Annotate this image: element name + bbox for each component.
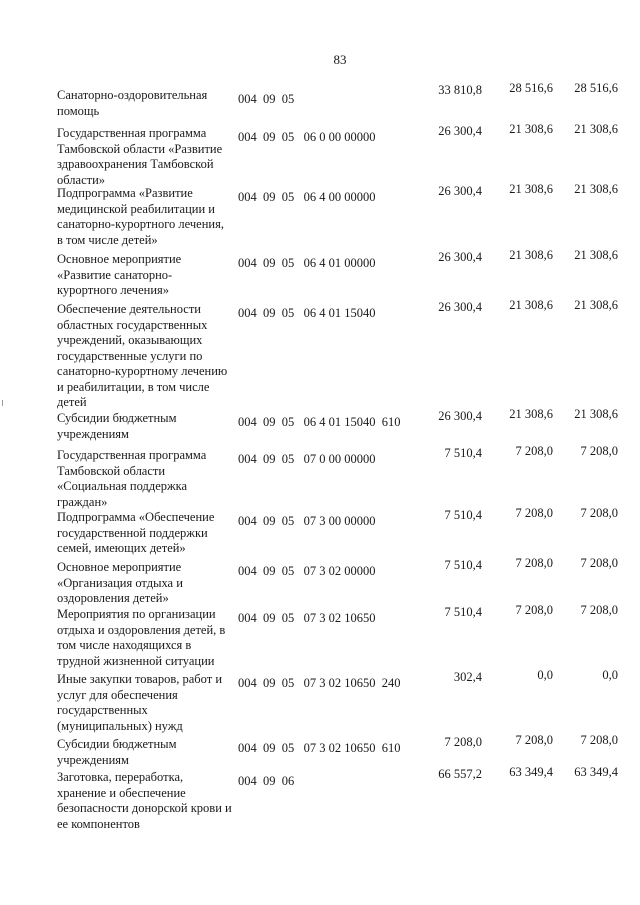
- row-value-2: 63 349,4: [509, 765, 553, 779]
- row-value-1: 7 510,4: [444, 605, 482, 619]
- row-value-2: 21 308,6: [509, 182, 553, 196]
- row-name: Государственная программа Тамбовской области «Социальная поддержка граждан»: [57, 448, 207, 509]
- row-value-1: 26 300,4: [438, 124, 482, 138]
- row-value-2: 7 208,0: [515, 733, 553, 747]
- row-code: 004 09 06: [238, 774, 295, 788]
- row-code: 004 09 05 07 3 00 00000: [238, 514, 376, 528]
- row-code: 004 09 05 06 0 00 00000: [238, 130, 376, 144]
- row-value-1: 7 510,4: [444, 446, 482, 460]
- row-value-3: 7 208,0: [580, 556, 618, 570]
- page-number: 83: [333, 52, 347, 67]
- row-name: Мероприятия по организации отдыха и оздоровления детей, в том числе находящихся в трудной жизненной ситуации: [57, 607, 226, 668]
- row-code: 004 09 05 07 0 00 00000: [238, 452, 376, 466]
- row-code: 004 09 05 06 4 01 15040: [238, 306, 376, 320]
- row-value-3: 7 208,0: [580, 506, 618, 520]
- row-code: 004 09 05: [238, 92, 295, 106]
- row-name: Иные закупки товаров, работ и услуг для обеспечения государственных (муниципальных) нужд: [57, 672, 223, 733]
- row-name: Подпрограмма «Обеспечение государственной поддержки семей, имеющих детей»: [57, 510, 215, 555]
- row-value-1: 7 510,4: [444, 558, 482, 572]
- row-value-3: 0,0: [602, 668, 618, 682]
- row-name: Государственная программа Тамбовской области «Развитие здравоохранения Тамбовской области»: [57, 126, 223, 187]
- row-value-2: 28 516,6: [509, 81, 553, 95]
- row-code: 004 09 05 07 3 02 10650 240: [238, 676, 401, 690]
- row-name: Санаторно-оздоровительная помощь: [57, 88, 208, 118]
- row-value-3: 7 208,0: [580, 444, 618, 458]
- row-name: Основное мероприятие «Развитие санаторно-курортного лечения»: [57, 252, 182, 297]
- row-name: Подпрограмма «Развитие медицинской реабилитации и санаторно-курортного лечения, в том числе детей»: [57, 186, 224, 247]
- row-name: Заготовка, переработка, хранение и обеспечение безопасности донорской крови и ее компонентов: [57, 770, 232, 831]
- row-value-2: 7 208,0: [515, 506, 553, 520]
- row-code: 004 09 05 06 4 01 00000: [238, 256, 376, 270]
- row-code: 004 09 05 07 3 02 10650: [238, 611, 376, 625]
- row-value-1: 26 300,4: [438, 184, 482, 198]
- row-code: 004 09 05 07 3 02 00000: [238, 564, 376, 578]
- row-value-2: 21 308,6: [509, 298, 553, 312]
- row-name: Субсидии бюджетным учреждениям: [57, 411, 177, 441]
- row-value-3: 21 308,6: [574, 407, 618, 421]
- row-name: Основное мероприятие «Организация отдыха и оздоровления детей»: [57, 560, 183, 605]
- row-code: 004 09 05 07 3 02 10650 610: [238, 741, 401, 755]
- row-value-1: 26 300,4: [438, 409, 482, 423]
- row-value-2: 21 308,6: [509, 122, 553, 136]
- row-name: Обеспечение деятельности областных государственных учреждений, оказывающих государственные услуги по санаторно-курортному лечению и реабилитации, в том числе детей: [57, 302, 228, 409]
- row-value-2: 21 308,6: [509, 407, 553, 421]
- row-name: Субсидии бюджетным учреждениям: [57, 737, 177, 767]
- row-value-1: 302,4: [453, 670, 482, 684]
- scan-mark: [2, 400, 3, 406]
- row-value-3: 63 349,4: [574, 765, 618, 779]
- row-value-2: 21 308,6: [509, 248, 553, 262]
- row-value-3: 21 308,6: [574, 248, 618, 262]
- row-value-3: 21 308,6: [574, 298, 618, 312]
- row-value-3: 7 208,0: [580, 733, 618, 747]
- row-value-3: 28 516,6: [574, 81, 618, 95]
- row-value-2: 7 208,0: [515, 444, 553, 458]
- row-value-3: 21 308,6: [574, 182, 618, 196]
- row-code: 004 09 05 06 4 01 15040 610: [238, 415, 401, 429]
- row-value-1: 66 557,2: [438, 767, 482, 781]
- row-value-3: 7 208,0: [580, 603, 618, 617]
- row-value-1: 26 300,4: [438, 250, 482, 264]
- row-value-3: 21 308,6: [574, 122, 618, 136]
- row-value-1: 26 300,4: [438, 300, 482, 314]
- row-value-1: 7 510,4: [444, 508, 482, 522]
- row-value-1: 33 810,8: [438, 83, 482, 97]
- row-code: 004 09 05 06 4 00 00000: [238, 190, 376, 204]
- row-value-2: 7 208,0: [515, 556, 553, 570]
- row-value-2: 0,0: [537, 668, 553, 682]
- row-value-2: 7 208,0: [515, 603, 553, 617]
- row-value-1: 7 208,0: [444, 735, 482, 749]
